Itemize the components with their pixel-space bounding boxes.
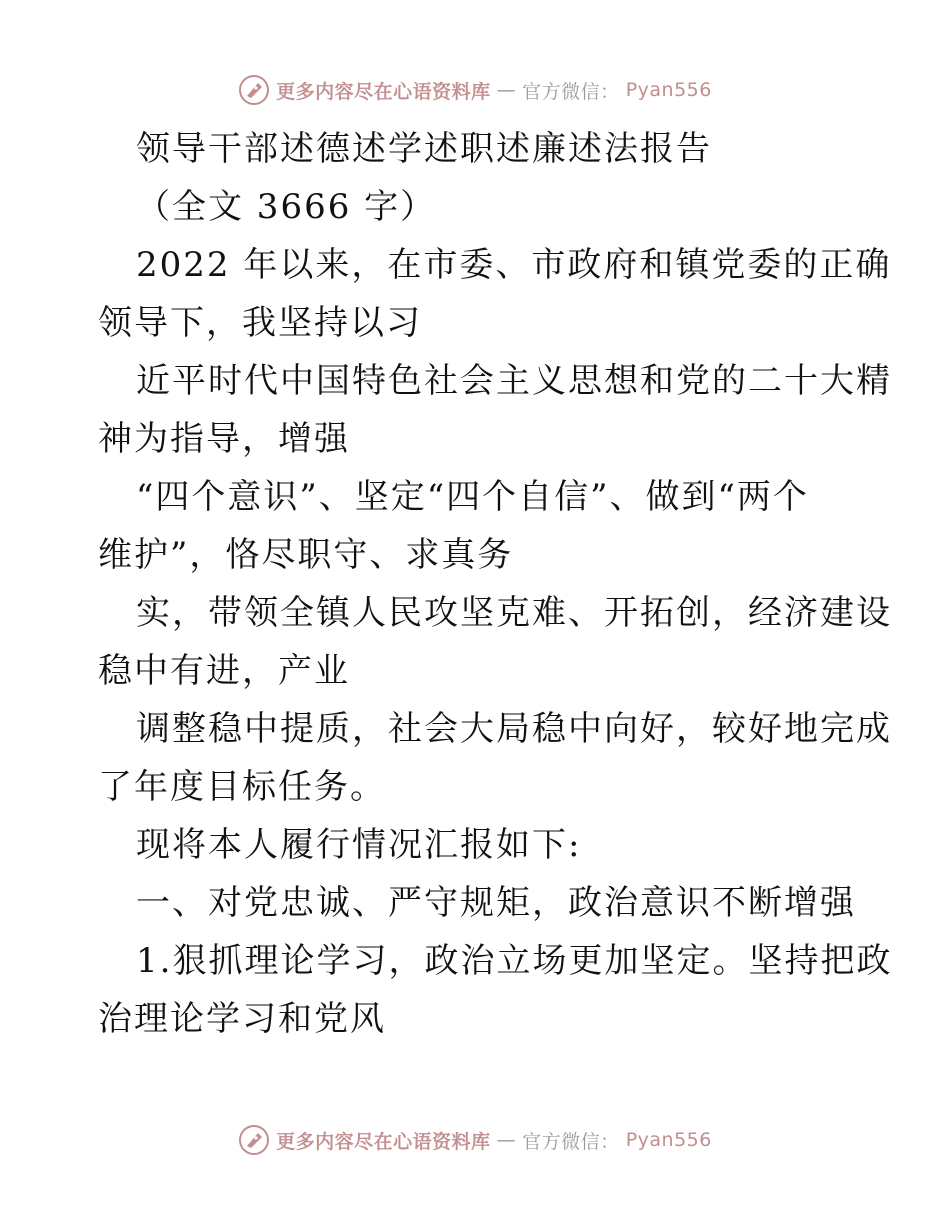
- pen-nib-logo-icon: [238, 1124, 270, 1156]
- watermark-separator: —: [496, 79, 517, 101]
- section-heading: 一、对党忠诚、严守规矩，政治意识不断增强: [136, 883, 856, 923]
- paragraph-line: 领导下，我坚持以习: [98, 303, 422, 343]
- paragraph-line: 治理论学习和党风: [98, 999, 386, 1039]
- intro-statement: 现将本人履行情况汇报如下:: [136, 825, 582, 865]
- paragraph-line: 近平时代中国特色社会主义思想和党的二十大精: [136, 361, 892, 401]
- watermark-separator: —: [496, 1129, 517, 1151]
- header-watermark: [0, 74, 950, 106]
- watermark-brand: 更多内容尽在心语资料库: [276, 80, 491, 103]
- pen-nib-logo-icon: [238, 74, 270, 106]
- paragraph-line: 2022 年以来，在市委、市政府和镇党委的正确: [136, 245, 892, 285]
- paragraph-line: “四个意识”、坚定“四个自信”、做到“两个: [136, 477, 809, 517]
- paragraph-line: 维护”，恪尽职守、求真务: [98, 535, 514, 575]
- paragraph-line: 稳中有进，产业: [98, 651, 350, 691]
- paragraph-line: 了年度目标任务。: [98, 767, 386, 807]
- paragraph-line: 调整稳中提质，社会大局稳中向好，较好地完成: [136, 709, 892, 749]
- word-count-note: （全文 3666 字）: [136, 187, 437, 227]
- paragraph-line: 神为指导，增强: [98, 419, 350, 459]
- watermark-brand: 更多内容尽在心语资料库: [276, 1130, 491, 1153]
- watermark-account: Pyan556: [625, 1129, 712, 1151]
- subsection-line: 1.狠抓理论学习，政治立场更加坚定。坚持把政: [136, 941, 893, 981]
- paragraph-line: 实，带领全镇人民攻坚克难、开拓创，经济建设: [136, 593, 892, 633]
- footer-watermark: [0, 1124, 950, 1156]
- document-body: [98, 120, 893, 1048]
- watermark-account: Pyan556: [625, 79, 712, 101]
- document-title: 领导干部述德述学述职述廉述法报告: [136, 129, 712, 169]
- watermark-contact: 官方微信：: [522, 1130, 620, 1153]
- watermark-contact: 官方微信：: [522, 80, 620, 103]
